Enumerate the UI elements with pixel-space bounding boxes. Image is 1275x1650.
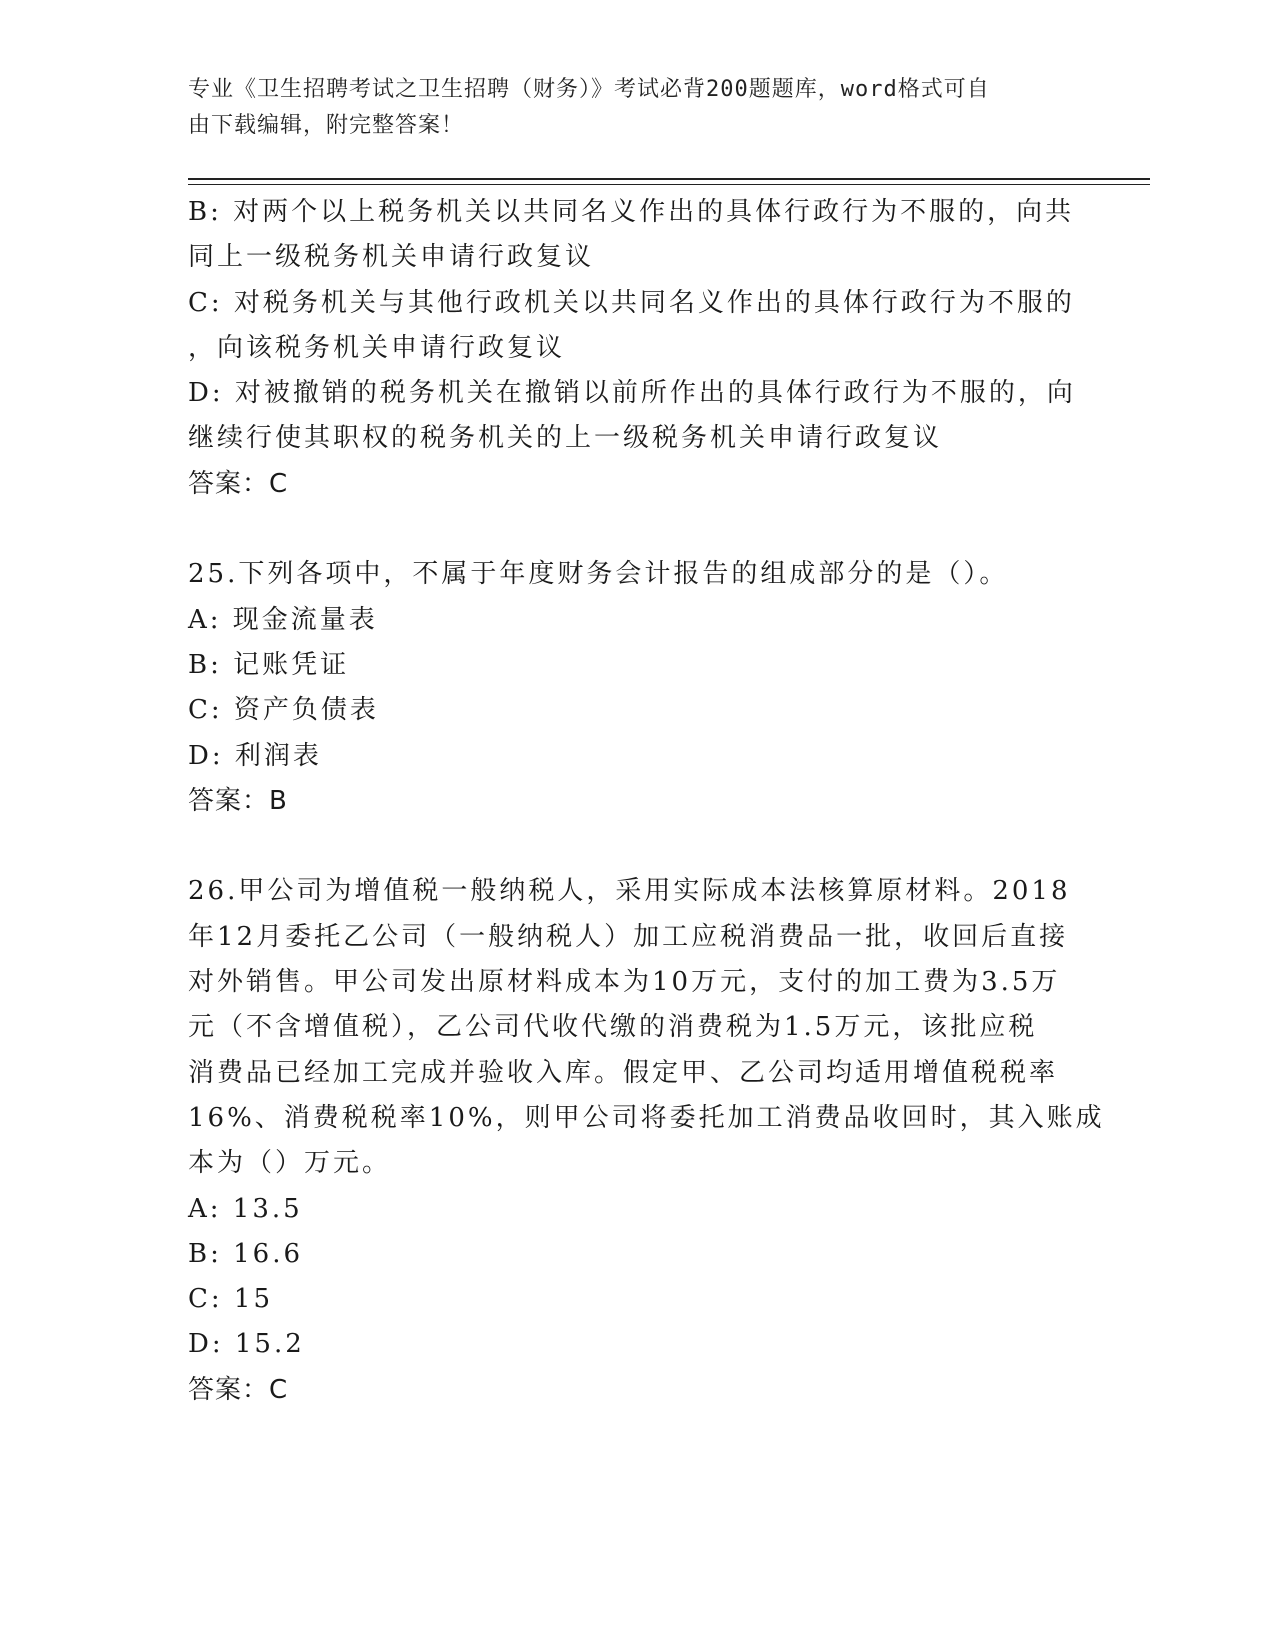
q24-answer: 答案：C — [188, 468, 289, 499]
header-divider-thick — [188, 178, 1150, 180]
document-body — [188, 190, 1105, 1413]
q26-option-d: D: 15.2 — [188, 1329, 305, 1360]
q25-answer: 答案：B — [188, 785, 288, 816]
q26-question-line: 年12月委托乙公司（一般纳税人）加工应税消费品一批，收回后直接 — [188, 921, 1069, 952]
q24-option-b-line-1: B: 对两个以上税务机关以共同名义作出的具体行政行为不服的，向共 — [188, 197, 1075, 227]
q24-option-c-line-1: C: 对税务机关与其他行政机关以共同名义作出的具体行政行为不服的 — [188, 287, 1075, 318]
q26-option-c: C: 15 — [188, 1284, 274, 1315]
q25-option-c: C: 资产负债表 — [188, 695, 379, 726]
spacer — [188, 507, 1088, 552]
document-header — [188, 72, 1068, 144]
q26-question-line: 26.甲公司为增值税一般纳税人，采用实际成本法核算原材料。2018 — [188, 876, 1071, 907]
header-line-1: 专业《卫生招聘考试之卫生招聘（财务）》考试必背200题题库，word格式可自 — [188, 77, 990, 102]
q26-question-line: 对外销售。甲公司发出原材料成本为10万元，支付的加工费为3.5万 — [188, 967, 1061, 998]
q25-option-d: D: 利润表 — [188, 740, 322, 771]
question-24-block — [188, 190, 1088, 507]
header-divider-thin — [188, 184, 1150, 185]
q24-option-d-line-2: 继续行使其职权的税务机关的上一级税务机关申请行政复议 — [188, 423, 943, 454]
q26-question-line: 元（不含增值税），乙公司代收代缴的消费税为1.5万元，该批应税 — [188, 1012, 1038, 1043]
spacer — [188, 824, 1088, 869]
header-line-2: 由下载编辑，附完整答案！ — [188, 113, 465, 138]
q24-option-c-line-2: ，向该税务机关申请行政复议 — [188, 332, 566, 363]
q24-option-b-line-2: 同上一级税务机关申请行政复议 — [188, 242, 595, 273]
question-25-block — [188, 552, 1088, 824]
q25-option-a: A: 现金流量表 — [188, 604, 378, 635]
q25-question: 25.下列各项中，不属于年度财务会计报告的组成部分的是（）。 — [188, 559, 1009, 590]
q26-answer: 答案：C — [188, 1374, 289, 1405]
q26-question-line: 本为（）万元。 — [188, 1148, 392, 1179]
q26-option-b: B: 16.6 — [188, 1238, 304, 1269]
q24-option-d-line-1: D: 对被撤销的税务机关在撤销以前所作出的具体行政行为不服的，向 — [188, 378, 1076, 409]
q26-question-line: 16%、消费税税率10%，则甲公司将委托加工消费品收回时，其入账成 — [188, 1102, 1105, 1133]
q26-question-line: 消费品已经加工完成并验收入库。假定甲、乙公司均适用增值税税率 — [188, 1057, 1059, 1088]
q26-option-a: A: 13.5 — [188, 1193, 303, 1224]
q25-option-b: B: 记账凭证 — [188, 649, 350, 680]
question-26-block — [188, 869, 1105, 1413]
